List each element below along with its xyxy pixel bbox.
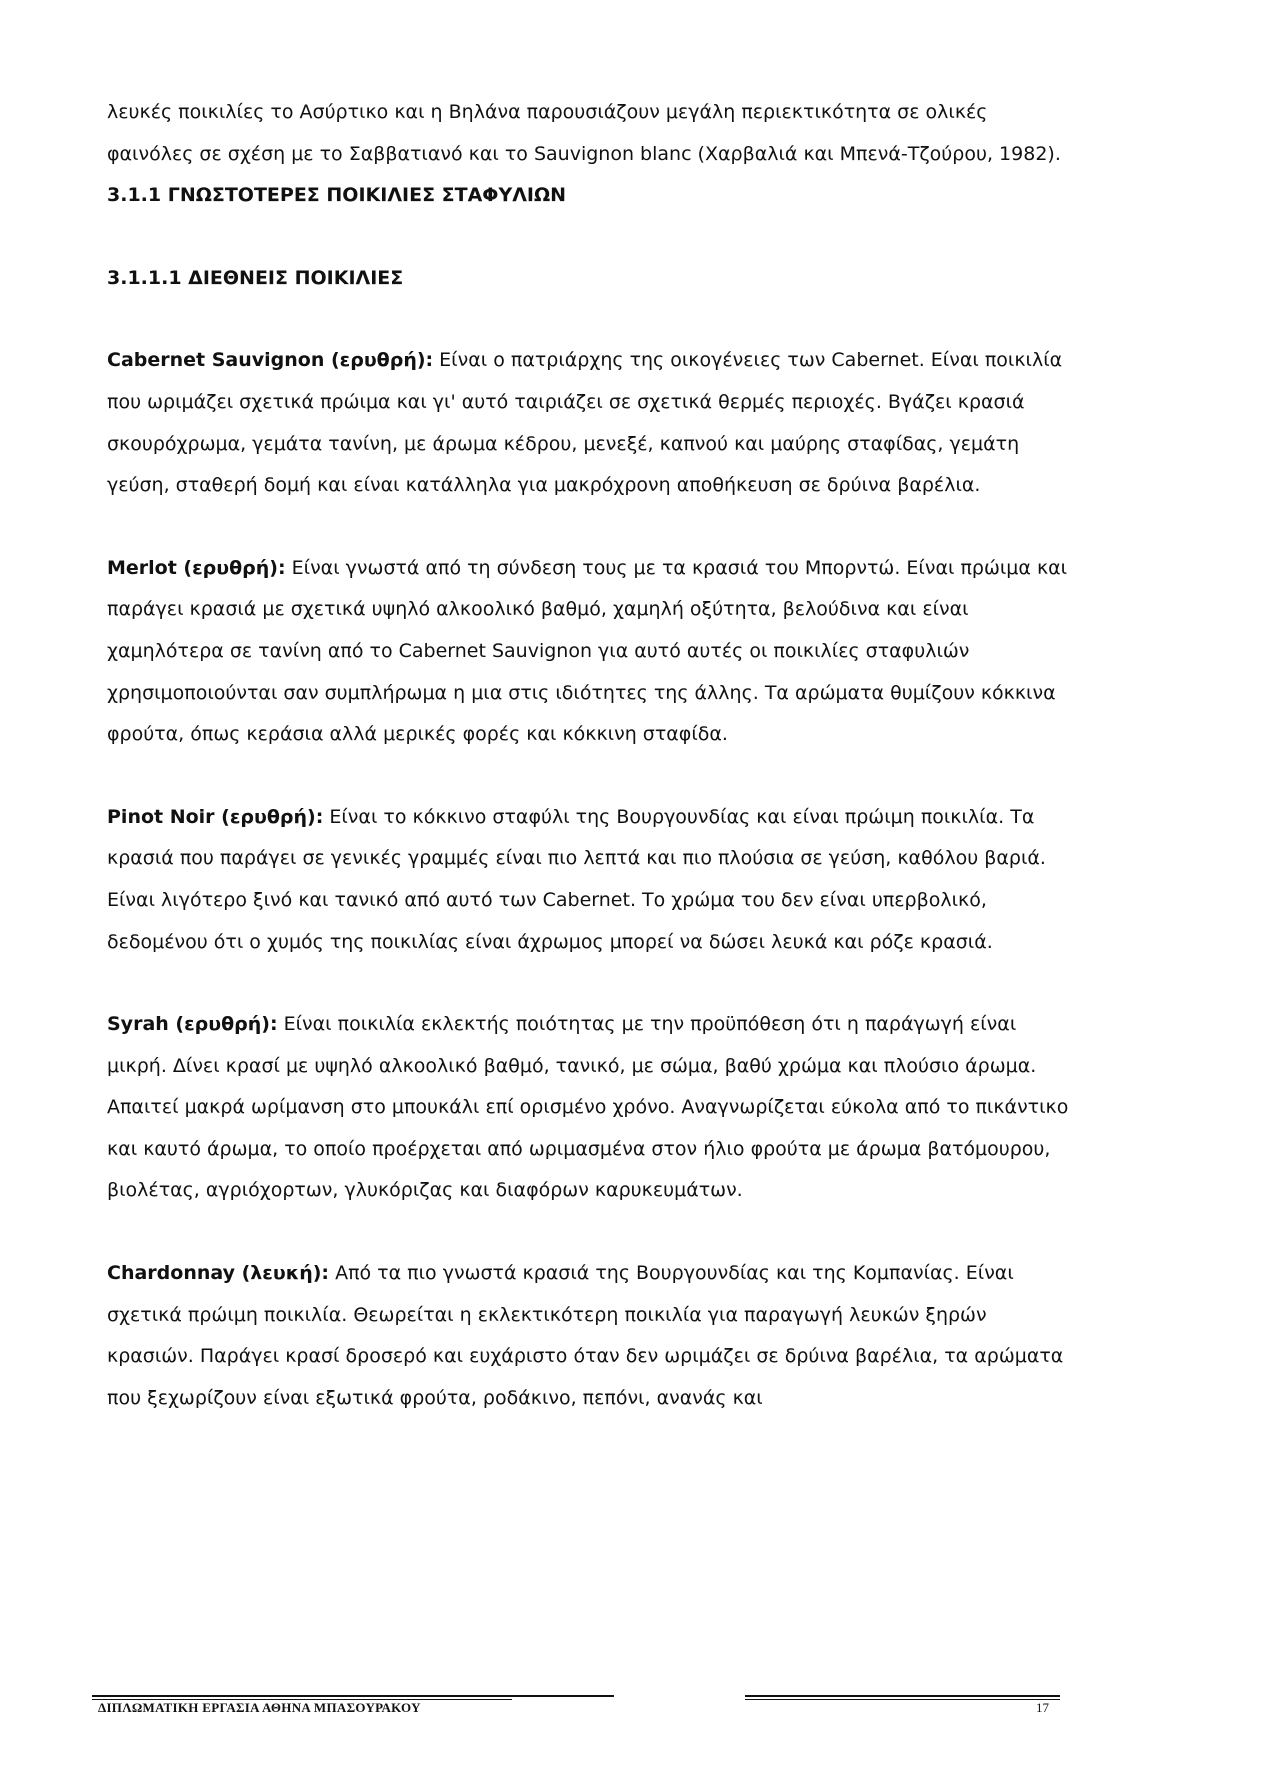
variety-term: Syrah (ερυθρή): xyxy=(107,1013,278,1036)
footer-rule-left xyxy=(92,1695,614,1697)
page-number: 17 xyxy=(1036,1700,1049,1715)
variety-term: Cabernet Sauvignon (ερυθρή): xyxy=(107,349,434,372)
variety-text: Είναι το κόκκινο σταφύλι της Βουργουνδίας και είναι πρώιμη ποικιλία. Τα κρασιά που παράγει σε γενικές γραμμές είναι πιο λεπτά και πιο πλούσια σε γεύση, καθόλου βαριά. Είναι λιγότερο ξινό και τανικό από αυτό των Cabernet. Το χρώμα του δεν είναι υπερβολικό, δεδομένου ότι ο χυμός της ποικιλίας είναι άχρωμος μπορεί να δώσει λευκά και ρόζε κρασιά. xyxy=(107,805,1046,953)
variety-text: Είναι ο πατριάρχης της οικογένειες των Cabernet. Είναι ποικιλία που ωριμάζει σχετικά πρώιμα και γι' αυτό ταιριάζει σε σχετικά θερμές περιοχές. Βγάζει κρασιά σκουρόχρωμα, γεμάτα τανίνη, με άρωμα κέδρου, μενεξέ, καπνού και μαύρης σταφίδας, γεμάτη γεύση, σταθερή δομή και είναι κατάλληλα για μακρόχρονη αποθήκευση σε δρύινα βαρέλια. xyxy=(107,349,1063,497)
variety-paragraph-cabernet xyxy=(107,340,1077,506)
page-content xyxy=(107,92,1077,1419)
footer-rule-right xyxy=(745,1695,1060,1697)
footer-rule-right-thin xyxy=(745,1699,1060,1700)
subsection-heading: 3.1.1.1 ΔΙΕΘΝΕΙΣ ΠΟΙΚΙΛΙΕΣ xyxy=(107,266,404,289)
intro-paragraph: λευκές ποικιλίες το Ασύρτικο και η Βηλάνα παρουσιάζουν μεγάλη περιεκτικότητα σε ολικές φαινόλες σε σχέση με το Σαββατιανό και το Sauvignon blanc (Χαρβαλιά και Μπενά-Τζούρου, 1982). xyxy=(107,101,1061,165)
variety-term: Merlot (ερυθρή): xyxy=(107,556,286,579)
variety-paragraph-syrah xyxy=(107,1004,1077,1212)
variety-text: Από τα πιο γνωστά κρασιά της Βουργουνδίας και της Κομπανίας. Είναι σχετικά πρώιμη ποικιλία. Θεωρείται η εκλεκτικότερη ποικιλία για παραγωγή λευκών ξηρών κρασιών. Παράγει κρασί δροσερό και ευχάριστο όταν δεν ωριμάζει σε δρύινα βαρέλια, τα αρώματα που ξεχωρίζουν είναι εξωτικά φρούτα, ροδάκινο, πεπόνι, ανανάς και xyxy=(107,1262,1064,1409)
variety-text: Είναι ποικιλία εκλεκτής ποιότητας με την προϋπόθεση ότι η παράγωγή είναι μικρή. Δίνει κρασί με υψηλό αλκοολικό βαθμό, τανικό, με σώμα, βαθύ χρώμα και πλούσιο άρωμα. Απαιτεί μακρά ωρίμανση στο μπουκάλι επί ορισμένο χρόνο. Αναγνωρίζεται εύκολα από το πικάντικο και καυτό άρωμα, το οποίο προέρχεται από ωριμασμένα στον ήλιο φρούτα με άρωμα βατόμουρου, βιολέτας, αγριόχορτων, γλυκόριζας και διαφόρων καρυκευμάτων. xyxy=(107,1013,1069,1202)
variety-term: Chardonnay (λευκή): xyxy=(107,1262,330,1285)
footer-title: ΔΙΠΛΩΜΑΤΙΚΗ ΕΡΓΑΣΙΑ ΑΘΗΝΑ ΜΠΑΣΟΥΡΑΚΟΥ xyxy=(98,1700,421,1715)
variety-paragraph-pinot-noir xyxy=(107,797,1077,963)
variety-paragraph-chardonnay xyxy=(107,1253,1077,1419)
variety-text: Είναι γνωστά από τη σύνδεση τους με τα κρασιά του Μπορντώ. Είναι πρώιμα και παράγει κρασιά με σχετικά υψηλό αλκοολικό βαθμό, χαμηλή οξύτητα, βελούδινα και είναι χαμηλότερα σε τανίνη από το Cabernet Sauvignon για αυτό αυτές οι ποικιλίες σταφυλιών χρησιμοποιούνται σαν συμπλήρωμα η μια στις ιδιότητες της άλλης. Τα αρώματα θυμίζουν κόκκινα φρούτα, όπως κεράσια αλλά μερικές φορές και κόκκινη σταφίδα. xyxy=(107,556,1068,746)
variety-paragraph-merlot xyxy=(107,548,1077,756)
section-heading: 3.1.1 ΓΝΩΣΤΟΤΕΡΕΣ ΠΟΙΚΙΛΙΕΣ ΣΤΑΦΥΛΙΩΝ xyxy=(107,184,567,207)
variety-term: Pinot Noir (ερυθρή): xyxy=(107,805,324,828)
